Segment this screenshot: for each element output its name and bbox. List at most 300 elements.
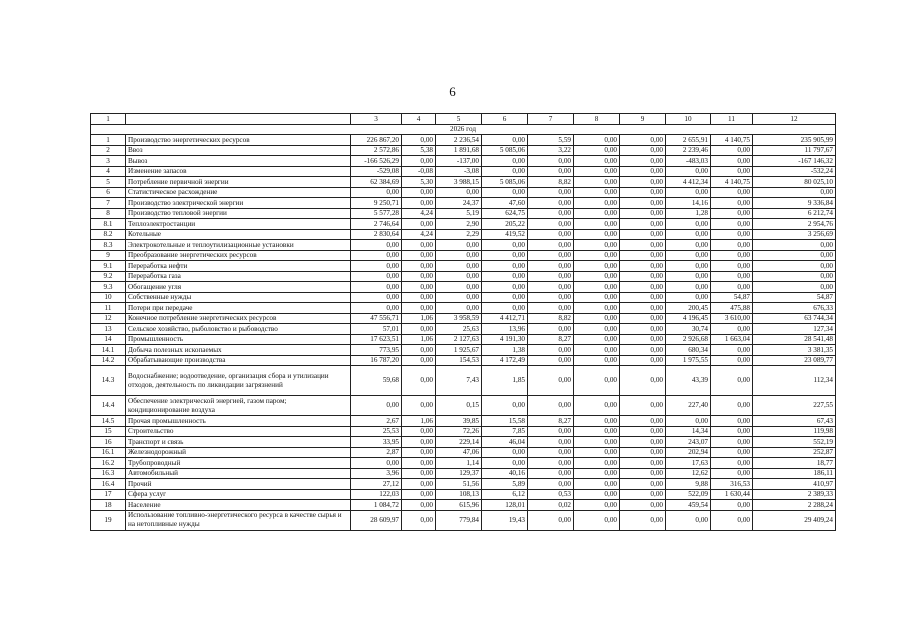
value-cell: 16 787,20 [351,355,402,366]
row-name: Добыча полезных ископаемых [126,345,351,356]
value-cell: 0,00 [436,187,482,198]
value-cell: 0,00 [402,250,436,261]
value-cell: 0,00 [528,355,574,366]
value-cell: 0,00 [482,458,528,469]
value-cell: 0,00 [620,458,666,469]
value-cell: 3 381,35 [753,345,836,356]
value-cell: 552,19 [753,437,836,448]
value-cell: 2,29 [436,229,482,240]
value-cell: 773,95 [351,345,402,356]
value-cell: 1,38 [482,345,528,356]
table-row [91,334,836,345]
value-cell: 0,00 [666,282,711,293]
value-cell: 0,00 [753,271,836,282]
value-cell: 200,45 [666,303,711,314]
value-cell: 0,00 [753,187,836,198]
table-row [91,208,836,219]
value-cell: 8,82 [528,313,574,324]
value-cell: 0,00 [528,282,574,293]
row-code: 11 [91,303,126,314]
value-cell: 205,22 [482,219,528,230]
value-cell: 2 127,63 [436,334,482,345]
value-cell: 0,00 [351,458,402,469]
value-cell: 5,38 [402,145,436,156]
value-cell: -166 526,29 [351,156,402,167]
value-cell: 108,13 [436,489,482,500]
value-cell: 13,96 [482,324,528,335]
value-cell: 54,87 [711,292,753,303]
value-cell: 0,00 [574,437,620,448]
value-cell: 1,28 [666,208,711,219]
value-cell: 0,00 [574,240,620,251]
row-name: Промышленность [126,334,351,345]
value-cell: 0,00 [402,292,436,303]
value-cell: 0,00 [666,240,711,251]
value-cell: 2 746,64 [351,219,402,230]
value-cell: 0,00 [528,240,574,251]
value-cell: 0,00 [620,177,666,188]
row-name: Использование топливно-энергетического ресурса в качестве сырья и на нетопливные нужды [126,510,351,530]
value-cell: 0,00 [620,366,666,396]
value-cell: 0,00 [528,458,574,469]
value-cell: 0,00 [482,303,528,314]
row-code: 19 [91,510,126,530]
value-cell: 0,00 [402,187,436,198]
table-body [91,124,836,530]
value-cell: 47 556,71 [351,313,402,324]
row-name: Вывоз [126,156,351,167]
value-cell: 0,00 [620,261,666,272]
value-cell: 7,43 [436,366,482,396]
row-code: 7 [91,198,126,209]
header-cell: 1 [91,114,126,125]
table-row [91,324,836,335]
value-cell: 0,00 [482,292,528,303]
value-cell: 0,00 [620,345,666,356]
value-cell: 0,00 [528,229,574,240]
value-cell: 0,00 [436,261,482,272]
value-cell: 2 830,64 [351,229,402,240]
value-cell: 25,53 [351,426,402,437]
header-cell: 11 [711,114,753,125]
value-cell: 0,00 [528,303,574,314]
header-cell: 12 [753,114,836,125]
value-cell: 4 172,49 [482,355,528,366]
row-name: Статистическое расхождение [126,187,351,198]
value-cell: 0,00 [711,468,753,479]
value-cell: 0,00 [666,292,711,303]
value-cell: 0,00 [711,355,753,366]
row-code: 9.1 [91,261,126,272]
value-cell: 1 925,67 [436,345,482,356]
value-cell: 0,02 [528,500,574,511]
value-cell: 0,00 [620,208,666,219]
value-cell: 8,27 [528,416,574,427]
table-row [91,187,836,198]
value-cell: 3 958,59 [436,313,482,324]
value-cell: 4 196,45 [666,313,711,324]
value-cell: 0,00 [711,219,753,230]
value-cell: 235 905,99 [753,135,836,146]
value-cell: 0,00 [711,156,753,167]
value-cell: 12,62 [666,468,711,479]
value-cell: 0,00 [402,447,436,458]
value-cell: 0,00 [620,303,666,314]
row-code: 8.2 [91,229,126,240]
value-cell: 29 409,24 [753,510,836,530]
value-cell: 0,00 [574,366,620,396]
value-cell: 33,95 [351,437,402,448]
value-cell: 0,00 [711,396,753,416]
value-cell: 3 610,00 [711,313,753,324]
value-cell: 0,00 [402,426,436,437]
value-cell: 0,00 [711,426,753,437]
table-row [91,366,836,396]
row-name: Потери при передаче [126,303,351,314]
table-row [91,510,836,530]
value-cell: 39,85 [436,416,482,427]
value-cell: 226 867,20 [351,135,402,146]
row-code: 9.2 [91,271,126,282]
value-cell: 9,88 [666,479,711,490]
value-cell: 624,75 [482,208,528,219]
value-cell: 54,87 [753,292,836,303]
value-cell: 0,00 [620,250,666,261]
row-name: Преобразование энергетических ресурсов [126,250,351,261]
value-cell: 0,00 [711,282,753,293]
table-row [91,292,836,303]
value-cell: 0,00 [711,145,753,156]
table-row [91,282,836,293]
value-cell: 47,06 [436,447,482,458]
value-cell: 0,00 [620,489,666,500]
header-cell: 5 [436,114,482,125]
value-cell: 0,00 [620,271,666,282]
value-cell: 0,00 [574,261,620,272]
value-cell: 0,00 [574,416,620,427]
value-cell: 419,52 [482,229,528,240]
value-cell: 0,00 [666,166,711,177]
value-cell: 0,00 [436,271,482,282]
value-cell: 0,00 [574,198,620,209]
value-cell: 2 954,76 [753,219,836,230]
table-row [91,345,836,356]
value-cell: 0,00 [574,303,620,314]
value-cell: 0,00 [351,282,402,293]
value-cell: 0,00 [574,145,620,156]
row-name: Транспорт и связь [126,437,351,448]
value-cell: 0,00 [711,261,753,272]
value-cell: 0,00 [351,250,402,261]
value-cell: 2,67 [351,416,402,427]
value-cell: 154,53 [436,355,482,366]
value-cell: 0,00 [620,166,666,177]
row-code: 15 [91,426,126,437]
value-cell: 0,00 [753,250,836,261]
value-cell: -167 146,32 [753,156,836,167]
value-cell: 0,00 [528,166,574,177]
header-cell: 3 [351,114,402,125]
value-cell: 4,24 [402,229,436,240]
value-cell: 0,00 [574,510,620,530]
value-cell: 0,00 [620,198,666,209]
value-cell: -137,00 [436,156,482,167]
value-cell: 3,96 [351,468,402,479]
value-cell: 0,00 [402,198,436,209]
value-cell: 9 250,71 [351,198,402,209]
value-cell: 0,00 [402,458,436,469]
header-row [91,114,836,125]
value-cell: 0,00 [436,282,482,293]
row-code: 14.2 [91,355,126,366]
value-cell: 0,00 [402,303,436,314]
value-cell: 0,00 [620,187,666,198]
value-cell: 0,00 [351,303,402,314]
value-cell: 5,19 [436,208,482,219]
value-cell: 8,27 [528,334,574,345]
value-cell: 0,00 [402,468,436,479]
value-cell: 2 288,24 [753,500,836,511]
value-cell: 0,00 [711,345,753,356]
value-cell: 0,00 [574,426,620,437]
value-cell: 0,00 [666,416,711,427]
value-cell: 0,00 [528,426,574,437]
value-cell: 0,00 [574,500,620,511]
value-cell: 4 140,75 [711,177,753,188]
value-cell: 3 256,69 [753,229,836,240]
value-cell: 0,00 [482,271,528,282]
value-cell: 0,00 [482,396,528,416]
value-cell: 0,00 [482,187,528,198]
value-cell: 0,00 [620,135,666,146]
row-code: 14.1 [91,345,126,356]
value-cell: 0,00 [528,396,574,416]
row-code: 16.2 [91,458,126,469]
value-cell: 0,00 [666,250,711,261]
row-code: 2 [91,145,126,156]
table-row [91,219,836,230]
value-cell: 0,00 [402,135,436,146]
value-cell: 0,00 [482,166,528,177]
value-cell: 11 797,67 [753,145,836,156]
row-code: 18 [91,500,126,511]
value-cell: 0,00 [402,345,436,356]
value-cell: 5,59 [528,135,574,146]
table-row [91,166,836,177]
value-cell: -532,24 [753,166,836,177]
header-cell: 7 [528,114,574,125]
row-name: Электрокотельные и теплоутилизационные установки [126,240,351,251]
value-cell: 24,37 [436,198,482,209]
row-code: 9 [91,250,126,261]
value-cell: 0,00 [620,292,666,303]
value-cell: 2 926,68 [666,334,711,345]
row-name: Изменение запасов [126,166,351,177]
value-cell: 14,16 [666,198,711,209]
value-cell: 0,00 [711,500,753,511]
value-cell: 229,14 [436,437,482,448]
value-cell: 0,00 [402,271,436,282]
value-cell: 2 236,54 [436,135,482,146]
table-row [91,261,836,272]
row-code: 5 [91,177,126,188]
value-cell: -529,08 [351,166,402,177]
value-cell: 51,56 [436,479,482,490]
table-row [91,437,836,448]
value-cell: 0,00 [528,250,574,261]
row-name: Обеспечение электрической энергией, газом паром; кондиционирование воздуха [126,396,351,416]
value-cell: 0,00 [620,229,666,240]
table-row [91,198,836,209]
value-cell: 0,00 [402,261,436,272]
value-cell: 779,84 [436,510,482,530]
page-number: 6 [449,84,456,99]
value-cell: 3,22 [528,145,574,156]
value-cell: 316,53 [711,479,753,490]
value-cell: 0,00 [620,510,666,530]
value-cell: 1 663,04 [711,334,753,345]
row-code: 16.4 [91,479,126,490]
value-cell: 67,43 [753,416,836,427]
row-name: Производство энергетических ресурсов [126,135,351,146]
table-row [91,303,836,314]
row-code: 3 [91,156,126,167]
row-code: 8.1 [91,219,126,230]
row-name: Конечное потребление энергетических ресурсов [126,313,351,324]
row-code: 8.3 [91,240,126,251]
row-name: Котельные [126,229,351,240]
value-cell: 15,58 [482,416,528,427]
value-cell: 0,00 [574,468,620,479]
value-cell: 0,00 [402,479,436,490]
row-name: Обогащение угля [126,282,351,293]
value-cell: 6,12 [482,489,528,500]
row-code: 9.3 [91,282,126,293]
value-cell: 0,00 [574,489,620,500]
value-cell: 0,00 [574,177,620,188]
value-cell: 1,06 [402,334,436,345]
row-name: Прочая промышленность [126,416,351,427]
value-cell: 4 191,30 [482,334,528,345]
value-cell: 40,16 [482,468,528,479]
value-cell: 0,00 [574,166,620,177]
table-row [91,355,836,366]
value-cell: 0,00 [753,240,836,251]
row-code: 14 [91,334,126,345]
value-cell: 0,00 [711,208,753,219]
row-code: 16.1 [91,447,126,458]
value-cell: 128,01 [482,500,528,511]
value-cell: 0,00 [574,219,620,230]
value-cell: 0,00 [666,261,711,272]
value-cell: 2,87 [351,447,402,458]
value-cell: 0,00 [574,282,620,293]
value-cell: 17 623,51 [351,334,402,345]
value-cell: 0,00 [711,166,753,177]
row-name: Переработка газа [126,271,351,282]
value-cell: 46,04 [482,437,528,448]
value-cell: 1 084,72 [351,500,402,511]
value-cell: 1 891,68 [436,145,482,156]
value-cell: 2 239,46 [666,145,711,156]
value-cell: 0,00 [711,447,753,458]
value-cell: 0,00 [402,355,436,366]
value-cell: 0,00 [711,324,753,335]
value-cell: 1 630,44 [711,489,753,500]
value-cell: 0,00 [528,479,574,490]
row-code: 16 [91,437,126,448]
value-cell: 0,00 [574,250,620,261]
value-cell: 8,82 [528,177,574,188]
value-cell: 72,26 [436,426,482,437]
value-cell: 0,00 [351,271,402,282]
value-cell: 30,74 [666,324,711,335]
value-cell: 0,00 [711,416,753,427]
header-cell: 9 [620,114,666,125]
value-cell: 7,85 [482,426,528,437]
value-cell: 0,00 [574,187,620,198]
value-cell: 475,88 [711,303,753,314]
value-cell: 0,00 [528,437,574,448]
table-row [91,426,836,437]
value-cell: 28 541,48 [753,334,836,345]
value-cell: 1,06 [402,313,436,324]
value-cell: 0,00 [711,198,753,209]
value-cell: 0,00 [574,355,620,366]
value-cell: 227,40 [666,396,711,416]
value-cell: 676,33 [753,303,836,314]
value-cell: 2,90 [436,219,482,230]
value-cell: 119,98 [753,426,836,437]
value-cell: 0,00 [666,219,711,230]
row-name: Трубопроводный [126,458,351,469]
table-row [91,145,836,156]
row-name: Железнодорожный [126,447,351,458]
value-cell: 0,53 [528,489,574,500]
value-cell: 0,00 [620,240,666,251]
value-cell: 47,60 [482,198,528,209]
table-row [91,229,836,240]
value-cell: 0,00 [711,240,753,251]
value-cell: 0,00 [351,396,402,416]
header-cell [126,114,351,125]
value-cell: 6 212,74 [753,208,836,219]
value-cell: 0,00 [528,219,574,230]
value-cell: 0,00 [620,437,666,448]
value-cell: 0,00 [666,229,711,240]
row-code: 1 [91,135,126,146]
row-code: 17 [91,489,126,500]
value-cell: 0,00 [620,468,666,479]
value-cell: 0,00 [620,396,666,416]
value-cell: 680,34 [666,345,711,356]
value-cell: 0,00 [402,489,436,500]
value-cell: 18,77 [753,458,836,469]
value-cell: 522,09 [666,489,711,500]
table-row [91,250,836,261]
row-name: Теплоэлектростанции [126,219,351,230]
row-name: Сфера услуг [126,489,351,500]
value-cell: 4 412,34 [666,177,711,188]
value-cell: 459,54 [666,500,711,511]
value-cell: 0,00 [711,366,753,396]
value-cell: 3 988,15 [436,177,482,188]
value-cell: 0,00 [528,187,574,198]
energy-balance-table [90,113,836,531]
value-cell: 23 089,77 [753,355,836,366]
header-cell: 4 [402,114,436,125]
row-code: 13 [91,324,126,335]
